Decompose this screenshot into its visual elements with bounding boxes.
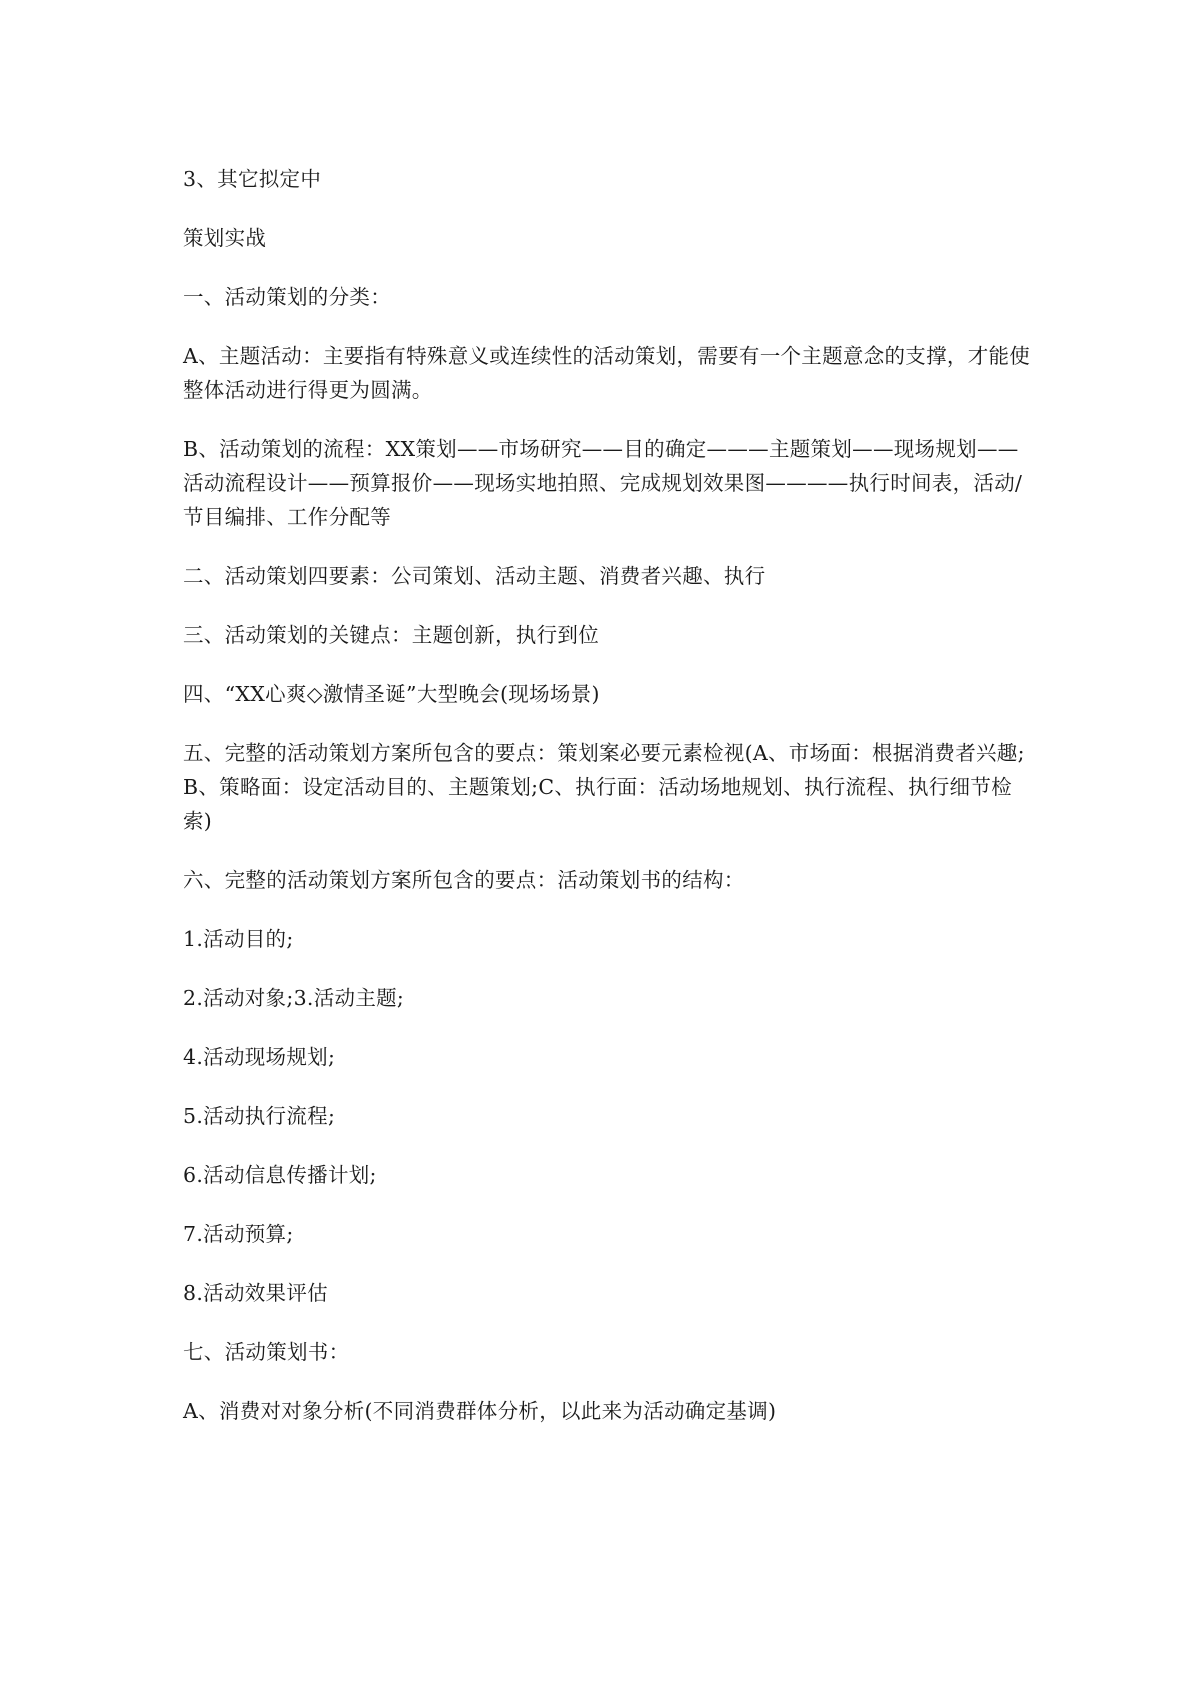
paragraph-consumer-analysis: A、消费对对象分析(不同消费群体分析，以此来为活动确定基调) — [183, 1399, 777, 1423]
paragraph-planning-process: B、活动策划的流程：XX策划——市场研究——目的确定———主题策划——现场规划——活动流程设计——预算报价——现场实地拍照、完成规划效果图————执行时间表，活动/节目编排、工作分配等 — [183, 437, 1023, 529]
heading-activity-plan-book: 七、活动策划书： — [183, 1340, 350, 1364]
heading-christmas-gala: 四、“XX心爽◇激情圣诞”大型晚会(现场场景) — [183, 682, 600, 706]
heading-plan-structure: 六、完整的活动策划方案所包含的要点：活动策划书的结构： — [183, 868, 745, 892]
paragraph-theme-activity: A、主题活动：主要指有特殊意义或连续性的活动策划，需要有一个主题意念的支撑，才能使整体活动进行得更为圆满。 — [183, 344, 1031, 402]
list-item-activity-target-theme: 2.活动对象;3.活动主题; — [183, 986, 405, 1010]
heading-activity-classification: 一、活动策划的分类： — [183, 285, 391, 309]
list-item-budget: 7.活动预算; — [183, 1222, 294, 1246]
list-item-execution-flow: 5.活动执行流程; — [183, 1104, 336, 1128]
paragraph-plan-elements-review: 五、完整的活动策划方案所包含的要点：策划案必要元素检视(A、市场面：根据消费者兴趣;B、策略面：设定活动目的、主题策划;C、执行面：活动场地规划、执行流程、执行细节检索) — [183, 741, 1025, 833]
list-item-effect-evaluation: 8.活动效果评估 — [183, 1281, 328, 1305]
list-item-site-planning: 4.活动现场规划; — [183, 1045, 336, 1069]
section-title-planning-practice: 策划实战 — [183, 226, 267, 250]
list-item-communication-plan: 6.活动信息传播计划; — [183, 1163, 377, 1187]
heading-four-elements: 二、活动策划四要素：公司策划、活动主题、消费者兴趣、执行 — [183, 564, 766, 588]
paragraph-other-pending: 3、其它拟定中 — [183, 167, 322, 191]
list-item-activity-purpose: 1.活动目的; — [183, 927, 294, 951]
heading-key-points: 三、活动策划的关键点：主题创新，执行到位 — [183, 623, 599, 647]
